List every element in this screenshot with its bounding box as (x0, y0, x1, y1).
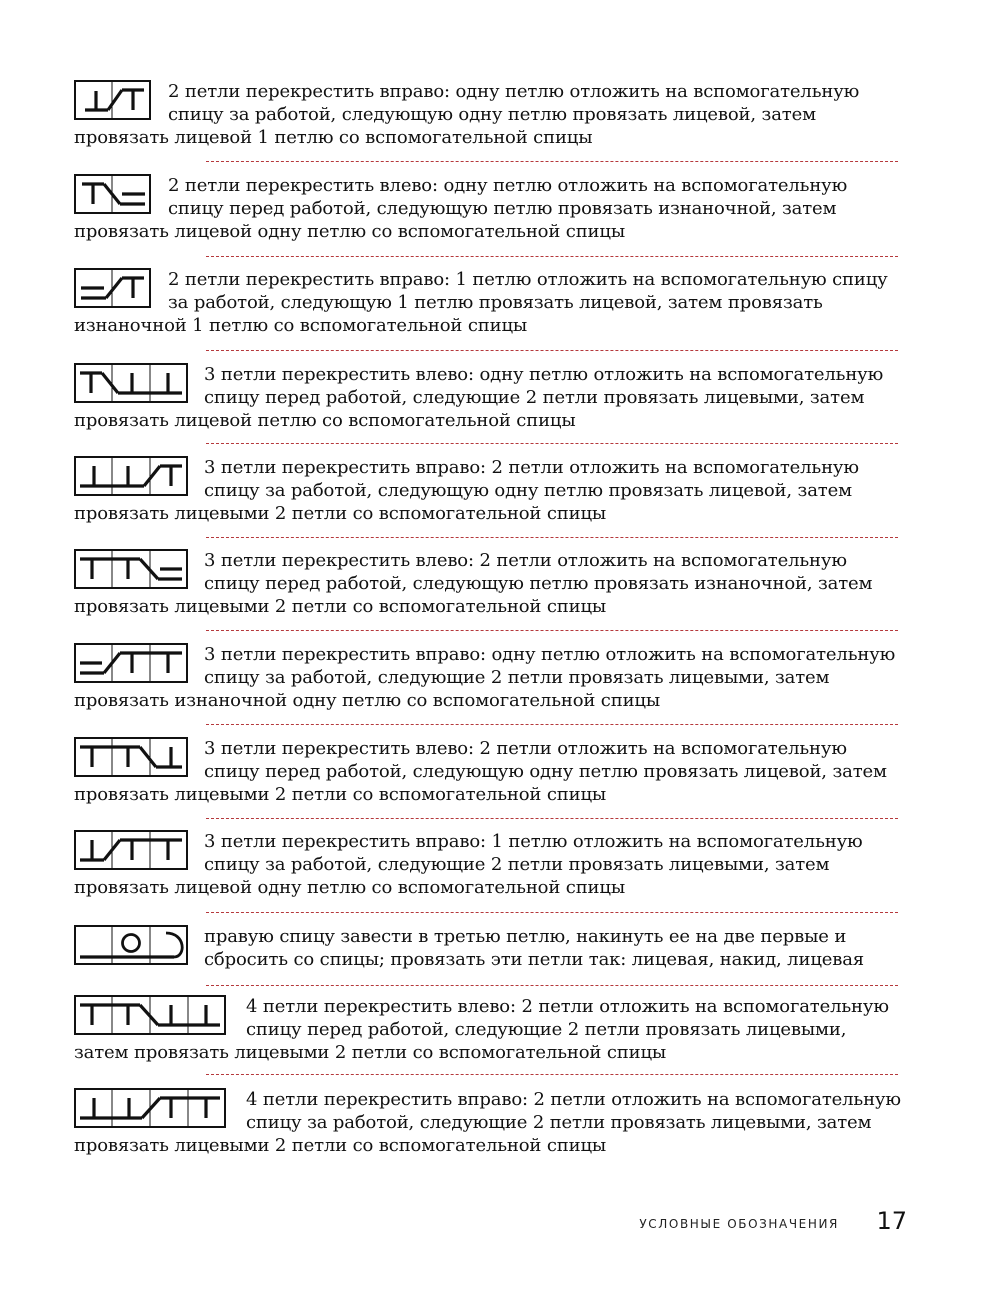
divider (206, 537, 898, 538)
entry-text: 3 петли перекрестить вправо: 1 петлю отложить на вспомогательную спицу за работой, следующие 2 петли провязать лицевыми, затем провязать лицевой одну петлю со вспомогательной спицы (74, 831, 863, 898)
cross-2-left-purl-icon (74, 174, 151, 214)
divider (206, 630, 898, 631)
entry-text: правую спицу завести в третью петлю, накинуть ее на две первые и сбросить со спицы; провязать эти петли так: лицевая, накид, лицевая (204, 926, 865, 970)
divider (206, 724, 898, 725)
cross-3-right-1-2-icon (74, 830, 188, 870)
legend-entry (74, 80, 904, 149)
cross-4-right-icon (74, 1088, 226, 1128)
legend-entry (74, 1088, 904, 1157)
legend-entry (74, 268, 904, 337)
entry-text: 3 петли перекрестить влево: 2 петли отложить на вспомогательную спицу перед работой, следующую петлю провязать изнаночной, затем провязать лицевыми 2 петли со вспомогательной спицы (74, 550, 873, 617)
legend-entry (74, 549, 904, 618)
divider (206, 350, 898, 351)
legend-entry (74, 995, 904, 1064)
entry-text: 3 петли перекрестить влево: 2 петли отложить на вспомогательную спицу перед работой, следующую одну петлю провязать лицевой, затем провязать лицевыми 2 петли со вспомогательной спицы (74, 738, 887, 805)
entry-text: 3 петли перекрестить вправо: одну петлю отложить на вспомогательную спицу за работой, следующие 2 петли провязать лицевыми, затем провязать изнаночной одну петлю со вспомогательной спицы (74, 644, 896, 711)
legend-entry (74, 363, 904, 432)
entry-text: 3 петли перекрестить влево: одну петлю отложить на вспомогательную спицу перед работой, следующие 2 петли провязать лицевыми, затем провязать лицевой петлю со вспомогательной спицы (74, 364, 884, 431)
entry-text: 2 петли перекрестить влево: одну петлю отложить на вспомогательную спицу перед работой, следующую петлю провязать изнаночной, затем провязать лицевой одну петлю со вспомогательной спицы (74, 175, 848, 242)
cross-2-right-knit-icon (74, 80, 151, 120)
footer-section-label: УСЛОВНЫЕ ОБОЗНАЧЕНИЯ (639, 1217, 839, 1231)
cross-3-left-2-1-icon (74, 737, 188, 777)
cross-3-right-1-2-purl-icon (74, 643, 188, 683)
entry-text: 4 петли перекрестить влево: 2 петли отложить на вспомогательную спицу перед работой, следующие 2 петли провязать лицевыми, затем провязать лицевыми 2 петли со вспомогательной спицы (74, 996, 889, 1063)
entry-text: 2 петли перекрестить вправо: 1 петлю отложить на вспомогательную спицу за работой, следующую 1 петлю провязать лицевой, затем провязать изнаночной 1 петлю со вспомогательной спицы (74, 269, 888, 336)
cross-3-left-1-2-icon (74, 363, 188, 403)
cross-2-right-purl-icon (74, 268, 151, 308)
cross-4-left-icon (74, 995, 226, 1035)
divider (206, 443, 898, 444)
divider (206, 256, 898, 257)
cross-3-right-2-1-icon (74, 456, 188, 496)
entry-text: 2 петли перекрестить вправо: одну петлю отложить на вспомогательную спицу за работой, следующую одну петлю провязать лицевой, затем провязать лицевой 1 петлю со вспомогательной спицы (74, 81, 860, 148)
divider (206, 1074, 898, 1075)
legend-entry (74, 830, 904, 899)
divider (206, 161, 898, 162)
pass-third-over-icon (74, 925, 188, 965)
legend-entry (74, 737, 904, 806)
legend-entry (74, 456, 904, 525)
divider (206, 912, 898, 913)
entry-text: 4 петли перекрестить вправо: 2 петли отложить на вспомогательную спицу за работой, следующие 2 петли провязать лицевыми, затем провязать лицевыми 2 петли со вспомогательной спицы (74, 1089, 901, 1156)
legend-entry (74, 925, 904, 971)
legend-entry (74, 174, 904, 243)
legend-entry (74, 643, 904, 712)
page-number: 17 (876, 1207, 907, 1235)
entry-text: 3 петли перекрестить вправо: 2 петли отложить на вспомогательную спицу за работой, следующую одну петлю провязать лицевой, затем провязать лицевыми 2 петли со вспомогательной спицы (74, 457, 859, 524)
cross-3-left-2-1-purl-icon (74, 549, 188, 589)
divider (206, 985, 898, 986)
divider (206, 818, 898, 819)
